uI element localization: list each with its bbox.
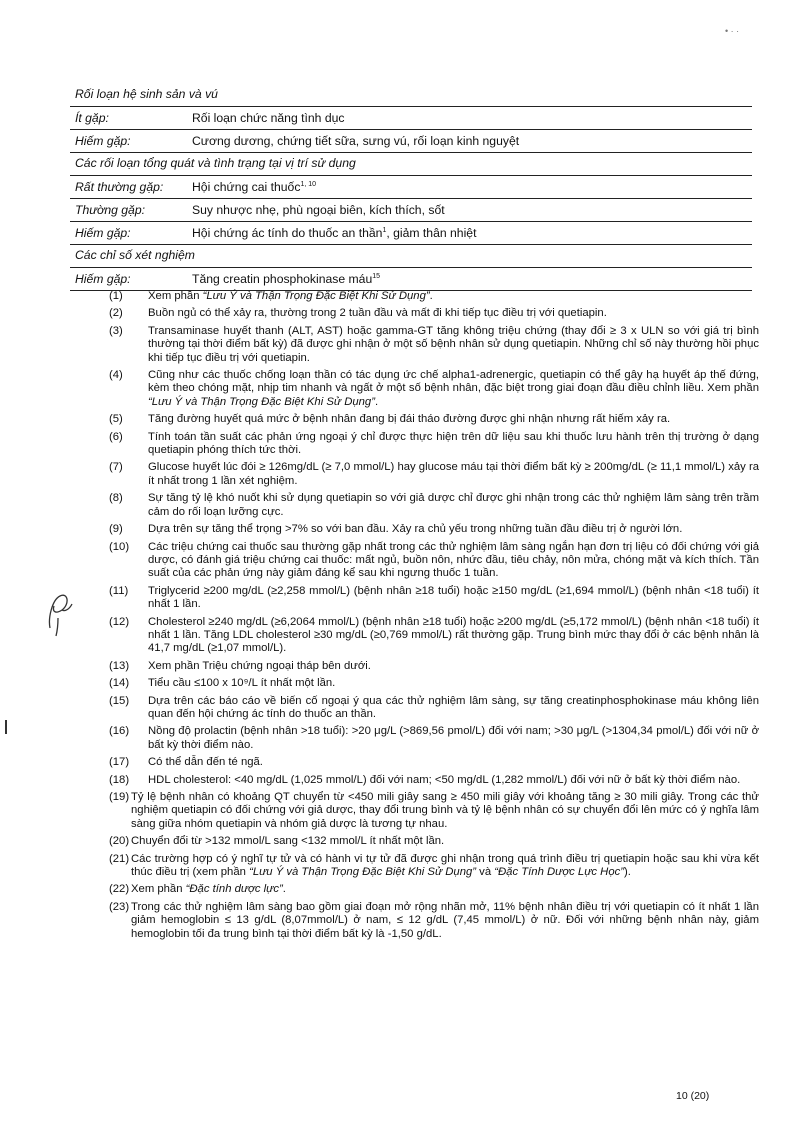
footnote-item — [109, 413, 759, 426]
footnote-number: (11) — [109, 584, 129, 597]
frequency-label: Hiếm gặp: — [75, 226, 131, 240]
footnote-text-part: Cũng như các thuốc chống loạn thần có tác dụng ức chế alpha1-adrenergic, quetiapin có thể gây hạ huyết áp thế đứng, kèm theo chóng mặt, nhịp tim nhanh và ngất ở một số bệnh nhân, đặc biệt trong giai đoạn đầu điều chỉnh liều. Xem phần — [148, 369, 759, 395]
footnote-reference-italic: “Đặc Tính Dược Lực Học” — [494, 866, 625, 879]
footnote-text — [148, 725, 759, 752]
footnote-item — [109, 523, 759, 536]
footnote-text-part: Tỷ lệ bệnh nhân có khoảng QT chuyển từ <450 mili giây sang ≥ 450 mili giây với khoảng tăng ≥ 30 mili giây. Trong các thử nghiệm quetiapin có đối chứng với giả dược, thay đổi trung bình và tỷ lệ bệnh nhân có sự chuyển đổi lên mức có ý nghĩa lâm sàng giữa nhóm quetiapin và nhóm giả dược là tương tự nhau. — [131, 791, 759, 830]
footnote-text-part: Xem phần — [148, 290, 203, 302]
footnote-text — [148, 325, 759, 365]
frequency-label: Hiếm gặp: — [75, 272, 131, 286]
footnote-number: (17) — [109, 756, 130, 769]
footnote-text — [148, 585, 759, 612]
footnote-number: (12) — [109, 615, 130, 628]
footnote-text-part: và — [476, 866, 495, 879]
footnote-item — [109, 774, 759, 787]
footnote-text-part: Các triệu chứng cai thuốc sau thường gặp nhất trong các thử nghiệm lâm sàng ngắn hạn đơn trị liệu có đối chứng với giả dược, có đánh giá triệu chứng cai thuốc: mất ngủ, buồn nôn, nhức đầu, tiêu chảy, nôn mửa, chóng mặt và kích thích. Tần suất của các phản ứng này giảm đáng kể sau khi ngưng thuốc 1 tuần. — [148, 540, 759, 580]
footnote-number: (5) — [109, 413, 123, 426]
footnote-text-part: Transaminase huyết thanh (ALT, AST) hoặc gamma-GT tăng không triệu chứng (thay đổi ≥ 3 x ULN so với giá trị bình thường tại thời điểm bất kỳ) đã được ghi nhận ở một số bệnh nhân sử dụng quetiapin. Những chỉ số này thường hồi phục khi tiếp tục điều trị với quetiapin. — [148, 324, 759, 364]
footnote-text — [148, 541, 759, 581]
footnote-number: (8) — [109, 492, 123, 505]
footnote-item — [109, 585, 759, 612]
footnote-ref: 1 — [382, 226, 387, 234]
footnote-item — [109, 883, 759, 896]
footnote-number: (16) — [109, 725, 130, 738]
footnote-number: (15) — [109, 694, 130, 707]
footnote-item — [109, 853, 759, 880]
footnote-text — [131, 791, 759, 831]
footnote-number: (19) — [109, 791, 130, 803]
footnote-text — [148, 774, 759, 787]
footnote-item — [109, 325, 759, 365]
table-row — [70, 130, 752, 153]
footnote-text — [148, 307, 759, 320]
effect-description: Cương dương, chứng tiết sữa, sưng vú, rối loạn kinh nguyệt — [192, 134, 520, 148]
footnote-item — [109, 756, 759, 769]
page-number: 10 (20) — [676, 1090, 710, 1102]
footnote-number: (21) — [109, 852, 130, 865]
footnote-number: (10) — [109, 540, 130, 553]
effect-description — [192, 180, 752, 194]
footnote-text-part: Xem phần Triệu chứng ngoại tháp bên dưới. — [148, 659, 371, 672]
footnote-text-part: Tính toán tần suất các phản ứng ngoại ý chỉ được thực hiện trên dữ liệu sau khi thuốc lưu hành trên thị trường ở dạng quetiapin phóng thích tức thời. — [148, 430, 759, 457]
footnote-text — [131, 853, 759, 880]
adverse-effects-table — [70, 84, 752, 291]
footnote-text — [148, 660, 759, 673]
footnote-text-part: Triglycerid ≥200 mg/dL (≥2,258 mmol/L) (bệnh nhân ≥18 tuổi) hoặc ≥150 mg/dL (≥1,694 mmol/L) (bệnh nhân <18 tuổi) ít nhất 1 lần. — [148, 584, 759, 611]
footnote-item — [109, 695, 759, 722]
footnote-item — [109, 461, 759, 488]
frequency-label: Rất thường gặp: — [75, 180, 164, 194]
frequency-label: Hiếm gặp: — [75, 134, 131, 148]
footnote-item — [109, 290, 759, 303]
frequency-label: Thường gặp: — [75, 203, 145, 217]
table-row — [70, 222, 752, 245]
footnote-number: (23) — [109, 900, 130, 913]
footnote-number: (2) — [109, 307, 123, 320]
section-title — [70, 153, 752, 176]
footnote-text-part: ). — [624, 866, 631, 879]
footnote-item — [109, 616, 759, 656]
footnote-text-part: Các trường hợp có ý nghĩ tự tử và có hành vi tự tử đã được ghi nhận trong quá trình điều trị quetiapin hoặc sau khi vừa kết thúc điều trị (xem phần — [131, 852, 759, 879]
handwritten-signature — [40, 588, 80, 638]
footnote-ref: 1, 10 — [300, 180, 317, 188]
footnote-item — [109, 492, 759, 519]
footnote-text-part: Buồn ngủ có thể xảy ra, thường trong 2 tuần đầu và mất đi khi tiếp tục điều trị với quetiapin. — [148, 307, 607, 320]
footnote-number: (13) — [109, 659, 130, 672]
table-row — [70, 176, 752, 199]
footnote-ref: 15 — [372, 272, 381, 280]
footnote-item — [109, 725, 759, 752]
footnote-reference-italic: “Lưu Ý và Thận Trọng Đặc Biệt Khi Sử Dụng” — [148, 395, 375, 408]
footnote-number: (1) — [109, 290, 123, 302]
footnote-text-part: Trong các thử nghiệm lâm sàng bao gồm giai đoạn mở rộng nhãn mở, 11% bệnh nhân điều trị với quetiapin có ít nhất 1 lần giảm hemoglobin ≤ 13 g/dL (8,07mmol/L) ở nam, ≤ 12 g/dL (7,45 mmol/L) ở nữ. Đối với những bệnh nhân này, giảm hemoglobin tối đa trung bình tại thời điểm bất kỳ là -1,50 g/dL. — [131, 900, 759, 940]
footnote-item — [109, 677, 759, 690]
footnote-text-part: . — [374, 395, 379, 408]
effect-text: Hội chứng ác tính do thuốc an thần — [192, 226, 383, 240]
footnote-number: (6) — [109, 430, 123, 443]
effect-description — [192, 272, 752, 286]
footnote-number: (9) — [109, 523, 123, 536]
effect-text: Tăng creatin phosphokinase máu — [192, 272, 373, 286]
footnote-text-part: . — [429, 290, 433, 302]
footnote-text-part: Cholesterol ≥240 mg/dL (≥6,2064 mmol/L) (bệnh nhân ≥18 tuổi) hoặc ≥200 mg/dL (≥5,172 mmol/L) (bệnh nhân <18 tuổi) ít nhất 1 lần. Tăng LDL cholesterol ≥30 mg/dL (≥0,769 mmol/L) rất thường gặp. Trung bình mức thay đổi ở các bệnh nhân là 41,7 mg/dL (≥1,07 mmol/L). — [148, 615, 759, 655]
section-title — [70, 84, 752, 107]
footnote-text-part: Dựa trên sự tăng thể trọng >7% so với ban đầu. Xảy ra chủ yếu trong những tuần đầu điều trị ở người lớn. — [148, 523, 683, 536]
footnote-text — [148, 677, 759, 690]
footnote-text — [148, 290, 759, 303]
section-title — [70, 245, 752, 268]
footnote-text — [131, 901, 759, 941]
footnote-number: (14) — [109, 677, 130, 690]
footnote-text — [148, 616, 759, 656]
footnote-text — [148, 461, 759, 488]
table-row — [70, 107, 752, 130]
footnote-text-part: Glucose huyết lúc đói ≥ 126mg/dL (≥ 7,0 mmol/L) hay glucose máu tại thời điểm bất kỳ ≥ 200mg/dL (≥ 11,1 mmol/L) xảy ra ít nhất trong 1 lần xét nghiệm. — [148, 461, 759, 487]
footnote-number: (4) — [109, 369, 123, 382]
footnote-text — [131, 835, 759, 848]
footnote-text-part: Sự tăng tỷ lệ khó nuốt khi sử dụng quetiapin so với giả dược chỉ được ghi nhận trong các thử nghiệm lâm sàng trên trầm cảm do rối loạn lưỡng cực. — [148, 492, 759, 518]
footnote-item — [109, 835, 759, 848]
footnote-item — [109, 541, 759, 581]
footnote-text — [148, 756, 759, 769]
footnote-text — [131, 883, 759, 896]
footnote-reference-italic: “Đặc tính dược lực” — [185, 883, 283, 896]
footnote-text-part: Nồng độ prolactin (bệnh nhân >18 tuổi): >20 μg/L (>869,56 pmol/L) đối với nam; >30 μg/L (>1304,34 pmol/L) đối với nữ ở bất kỳ thời điểm nào. — [148, 725, 759, 751]
footnote-text-part: Chuyển đổi từ >132 mmol/L sang <132 mmol/L ít nhất một lần. — [131, 835, 445, 848]
footnote-number: (22) — [109, 883, 130, 896]
footnote-text-part: Có thể dẫn đến té ngã. — [148, 756, 263, 769]
footnote-text — [148, 431, 759, 458]
footnote-item — [109, 369, 759, 409]
footnote-number: (20) — [109, 835, 130, 848]
footnote-reference-italic: “Lưu Ý và Thận Trọng Đặc Biệt Khi Sử Dụng” — [202, 290, 430, 302]
footnote-text-part: Tiểu cầu ≤100 x 10⁹/L ít nhất một lần. — [148, 677, 336, 690]
footnote-number: (3) — [109, 324, 123, 337]
footnote-number: (7) — [109, 461, 123, 474]
footnote-item — [109, 307, 759, 320]
scan-mark — [5, 720, 7, 734]
effect-description: Suy nhược nhẹ, phù ngoại biên, kích thích, sốt — [192, 203, 445, 217]
footnote-text — [148, 369, 759, 409]
table-row — [70, 268, 752, 291]
effect-text: , giảm thân nhiệt — [386, 226, 477, 240]
footnote-number: (18) — [109, 773, 130, 786]
footnote-item — [109, 660, 759, 673]
footnote-text-part: . — [282, 883, 286, 896]
footnote-text-part: Dựa trên các báo cáo về biến cố ngoại ý qua các thử nghiệm lâm sàng, sự tăng creatinphosphokinase máu không liên quan đến hội chứng ác tính do thuốc an thần. — [148, 694, 759, 720]
section-title-text: Các chỉ số xét nghiệm — [75, 248, 195, 262]
footnote-text — [148, 523, 759, 536]
section-title-text: Các rối loạn tổng quát và tình trạng tại vị trí sử dụng — [75, 156, 356, 170]
footnote-item — [109, 431, 759, 458]
footnote-item — [109, 791, 759, 831]
footnote-item — [109, 901, 759, 941]
effect-description — [192, 226, 752, 240]
footnote-text-part: Tăng đường huyết quá mức ở bệnh nhân đang bị đái tháo đường được ghi nhận nhưng rất hiếm xảy ra. — [148, 413, 671, 426]
footnote-text — [148, 413, 759, 426]
footnote-text — [148, 492, 759, 519]
frequency-label: Ít gặp: — [75, 111, 109, 125]
scan-specks: • · · — [725, 26, 740, 36]
footnote-text-part: Xem phần — [131, 883, 186, 896]
footnote-text — [148, 695, 759, 722]
table-row — [70, 199, 752, 222]
footnotes-list — [109, 290, 759, 945]
effect-description: Rối loạn chức năng tình dục — [192, 111, 345, 125]
effect-text: Hội chứng cai thuốc — [192, 180, 301, 194]
footnote-reference-italic: “Lưu Ý và Thận Trọng Đặc Biệt Khi Sử Dụng” — [249, 866, 477, 879]
footnote-text-part: HDL cholesterol: <40 mg/dL (1,025 mmol/L) đối với nam; <50 mg/dL (1,282 mmol/L) đối với nữ ở bất kỳ thời điểm nào. — [148, 773, 741, 786]
section-title-text: Rối loạn hệ sinh sản và vú — [75, 87, 218, 101]
